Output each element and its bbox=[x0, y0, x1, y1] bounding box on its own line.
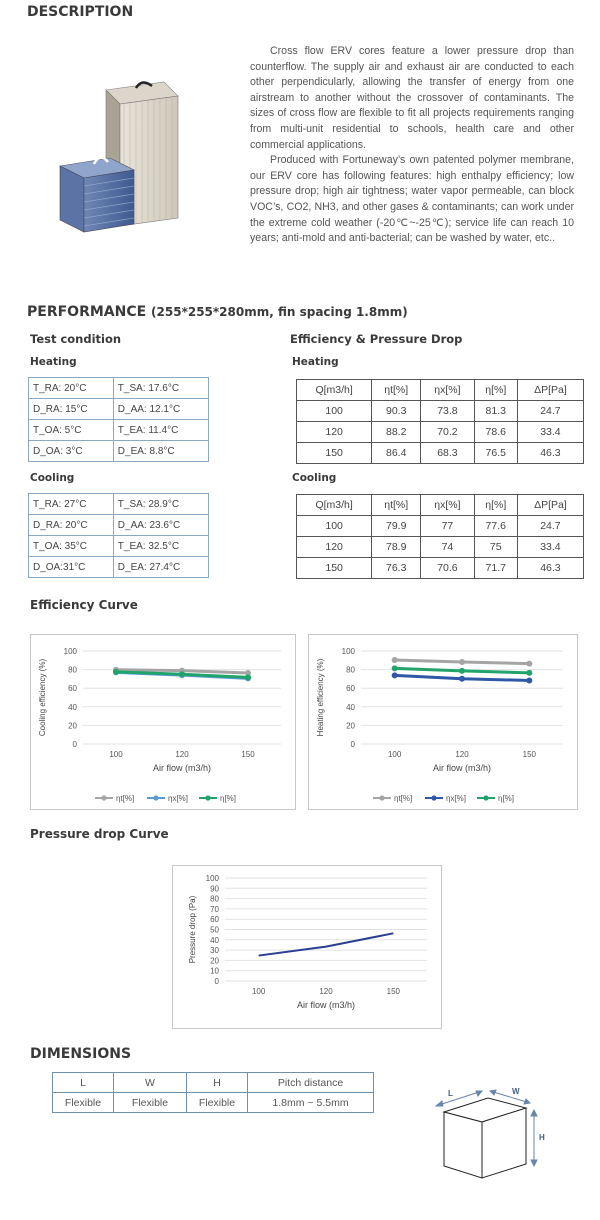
table-cell: 81.3 bbox=[474, 401, 517, 422]
table-header: Q[m3/h] bbox=[297, 495, 372, 516]
table-cell: D_AA: 12.1°C bbox=[113, 399, 208, 420]
x-tick-label: 120 bbox=[319, 987, 333, 996]
table-row bbox=[29, 536, 209, 557]
table-cell: T_OA: 35°C bbox=[29, 536, 114, 557]
table-header: ηx[%] bbox=[421, 380, 474, 401]
table-cell: 88.2 bbox=[372, 422, 421, 443]
table-cell: T_SA: 17.6°C bbox=[113, 378, 208, 399]
dimensions-table bbox=[52, 1072, 374, 1113]
table-header: H bbox=[187, 1073, 248, 1093]
heating-label-right: Heating bbox=[292, 356, 339, 368]
cooling-efficiency-chart bbox=[31, 635, 295, 809]
heating-efficiency-chart-frame bbox=[308, 634, 578, 810]
data-point bbox=[113, 669, 119, 675]
x-tick-label: 120 bbox=[175, 750, 189, 759]
table-cell: 79.9 bbox=[372, 516, 421, 537]
y-tick-label: 20 bbox=[68, 721, 77, 731]
x-tick-label: 150 bbox=[386, 987, 401, 996]
table-cell: 71.7 bbox=[474, 558, 517, 579]
table-cell: Flexible bbox=[114, 1093, 187, 1113]
table-cell: D_RA: 15°C bbox=[29, 399, 114, 420]
table-cell: T_OA: 5°C bbox=[29, 420, 114, 441]
table-cell: 120 bbox=[297, 537, 372, 558]
table-cell: 33.4 bbox=[517, 537, 583, 558]
table-cell: 100 bbox=[297, 401, 372, 422]
y-tick-label: 80 bbox=[68, 665, 77, 675]
y-axis-label: Cooling efficiency (%) bbox=[38, 658, 47, 737]
table-header: L bbox=[53, 1073, 114, 1093]
table-row bbox=[297, 537, 584, 558]
legend-swatch-marker bbox=[483, 795, 488, 800]
x-tick-label: 150 bbox=[522, 750, 537, 759]
y-tick-label: 60 bbox=[346, 684, 355, 694]
table-cell: 78.9 bbox=[372, 537, 421, 558]
table-row bbox=[29, 441, 209, 462]
table-cell: Flexible bbox=[53, 1093, 114, 1113]
legend-label: ηt[%] bbox=[116, 794, 135, 803]
legend-swatch-marker bbox=[153, 795, 158, 800]
table-header: ΔP[Pa] bbox=[517, 380, 583, 401]
x-tick-label: 100 bbox=[109, 750, 123, 759]
label-l: L bbox=[448, 1089, 453, 1098]
table-cell: 74 bbox=[421, 537, 474, 558]
cooling-efficiency-table bbox=[296, 494, 584, 579]
y-tick-label: 90 bbox=[210, 884, 219, 894]
table-cell: 86.4 bbox=[372, 443, 421, 464]
heating-efficiency-table bbox=[296, 379, 584, 464]
table-cell: T_EA: 32.5°C bbox=[113, 536, 208, 557]
data-point bbox=[459, 659, 465, 665]
table-header: η[%] bbox=[474, 495, 517, 516]
y-tick-label: 80 bbox=[346, 665, 355, 675]
table-cell: 77.6 bbox=[474, 516, 517, 537]
table-cell: 77 bbox=[421, 516, 474, 537]
y-tick-label: 70 bbox=[210, 904, 219, 914]
table-cell: D_RA: 20°C bbox=[29, 515, 114, 536]
table-cell: D_OA:31°C bbox=[29, 557, 114, 578]
cooling-efficiency-chart-frame bbox=[30, 634, 296, 810]
table-cell: T_SA: 28.9°C bbox=[113, 494, 208, 515]
y-tick-label: 100 bbox=[341, 647, 355, 656]
data-point bbox=[245, 674, 251, 680]
legend-label: ηx[%] bbox=[446, 794, 467, 803]
test-condition-title: Test condition bbox=[30, 332, 122, 346]
legend-label: ηx[%] bbox=[168, 794, 189, 803]
legend-label: ηt[%] bbox=[394, 794, 413, 803]
legend-swatch-marker bbox=[101, 795, 106, 800]
description-text bbox=[250, 44, 574, 247]
performance-heading bbox=[27, 304, 408, 320]
table-row bbox=[297, 422, 584, 443]
x-axis-label: Air flow (m3/h) bbox=[296, 1000, 356, 1010]
table-cell: D_OA: 3°C bbox=[29, 441, 114, 462]
x-tick-label: 100 bbox=[251, 987, 266, 996]
y-tick-label: 80 bbox=[210, 894, 219, 904]
y-tick-label: 20 bbox=[346, 721, 355, 731]
data-point bbox=[392, 657, 398, 663]
y-tick-label: 100 bbox=[205, 874, 219, 883]
y-tick-label: 10 bbox=[210, 966, 219, 976]
y-tick-label: 40 bbox=[68, 702, 77, 712]
y-tick-label: 40 bbox=[210, 935, 219, 945]
efficiency-curve-title: Efficiency Curve bbox=[30, 598, 138, 612]
y-tick-label: 40 bbox=[346, 702, 355, 712]
legend-label: η[%] bbox=[498, 794, 515, 803]
y-tick-label: 30 bbox=[210, 946, 219, 956]
table-cell: 46.3 bbox=[517, 558, 583, 579]
y-tick-label: 100 bbox=[63, 647, 77, 656]
table-header: ηt[%] bbox=[372, 380, 421, 401]
description-title: DESCRIPTION bbox=[27, 4, 134, 20]
performance-title: PERFORMANCE bbox=[27, 304, 147, 320]
data-point bbox=[179, 671, 185, 677]
table-cell: 150 bbox=[297, 558, 372, 579]
table-header: Q[m3/h] bbox=[297, 380, 372, 401]
data-point bbox=[392, 672, 398, 678]
label-h: H bbox=[539, 1133, 545, 1142]
efficiency-title: Efficiency & Pressure Drop bbox=[290, 332, 463, 346]
description-paragraph-2: Produced with Fortuneway’s own patented polymer membrane, our ERV core has following features: high enthalpy efficiency; low pressure drop; high air tightness; water vapor permeable, can block VOC’s, CO2, NH3, and other gases & contaminants; can work under the extreme cold weather (-20℃~-25℃); service life can reach 10 years; anti-mold and anti-bacterial; can be washed by water, etc.. bbox=[250, 154, 574, 245]
y-axis-label: Heating efficiency (%) bbox=[316, 658, 325, 737]
table-header: ηt[%] bbox=[372, 495, 421, 516]
table-cell: 68.3 bbox=[421, 443, 474, 464]
table-cell: T_RA: 27°C bbox=[29, 494, 114, 515]
cooling-label-right: Cooling bbox=[292, 472, 337, 484]
cooling-label-left: Cooling bbox=[30, 472, 75, 484]
legend-label: η[%] bbox=[220, 794, 237, 803]
table-cell: 70.6 bbox=[421, 558, 474, 579]
erv-core-product-image bbox=[56, 78, 216, 240]
table-cell: 78.6 bbox=[474, 422, 517, 443]
table-row bbox=[297, 558, 584, 579]
heating-efficiency-chart bbox=[309, 635, 577, 809]
table-cell: 150 bbox=[297, 443, 372, 464]
table-cell: T_EA: 11.4°C bbox=[113, 420, 208, 441]
table-header: ηx[%] bbox=[421, 495, 474, 516]
legend-swatch-marker bbox=[379, 795, 384, 800]
table-cell: 24.7 bbox=[517, 516, 583, 537]
data-point bbox=[526, 670, 532, 676]
data-point bbox=[526, 661, 532, 667]
table-header: η[%] bbox=[474, 380, 517, 401]
table-cell: Flexible bbox=[187, 1093, 248, 1113]
table-row bbox=[53, 1093, 374, 1113]
table-row bbox=[29, 420, 209, 441]
heating-conditions-table bbox=[28, 377, 209, 462]
table-header-row bbox=[297, 495, 584, 516]
table-cell: 100 bbox=[297, 516, 372, 537]
data-point bbox=[459, 676, 465, 682]
y-tick-label: 20 bbox=[210, 956, 219, 966]
table-cell: 24.7 bbox=[517, 401, 583, 422]
pressure-drop-chart bbox=[173, 866, 441, 1028]
table-cell: T_RA: 20°C bbox=[29, 378, 114, 399]
data-point bbox=[459, 668, 465, 674]
table-cell: 76.5 bbox=[474, 443, 517, 464]
dimensions-title: DIMENSIONS bbox=[30, 1046, 132, 1062]
table-cell: D_EA: 27.4°C bbox=[113, 557, 208, 578]
table-row bbox=[29, 494, 209, 515]
table-row bbox=[29, 399, 209, 420]
series-line bbox=[259, 933, 394, 955]
table-cell: D_EA: 8.8°C bbox=[113, 441, 208, 462]
table-row bbox=[297, 516, 584, 537]
table-cell: 73.8 bbox=[421, 401, 474, 422]
y-tick-label: 60 bbox=[210, 915, 219, 925]
table-row bbox=[297, 401, 584, 422]
table-cell: 46.3 bbox=[517, 443, 583, 464]
table-row bbox=[29, 557, 209, 578]
data-point bbox=[392, 665, 398, 671]
heating-label-left: Heating bbox=[30, 356, 77, 368]
x-tick-label: 150 bbox=[241, 750, 255, 759]
y-tick-label: 0 bbox=[214, 977, 219, 986]
table-cell: 90.3 bbox=[372, 401, 421, 422]
pressure-curve-title: Pressure drop Curve bbox=[30, 827, 169, 841]
pressure-drop-chart-frame bbox=[172, 865, 442, 1029]
x-tick-label: 100 bbox=[387, 750, 402, 759]
table-header-row bbox=[297, 380, 584, 401]
label-w: W bbox=[512, 1087, 520, 1096]
table-cell: 75 bbox=[474, 537, 517, 558]
performance-subtitle: (255*255*280mm, fin spacing 1.8mm) bbox=[151, 305, 408, 319]
legend-swatch-marker bbox=[431, 795, 436, 800]
y-tick-label: 60 bbox=[68, 684, 77, 694]
table-header-row bbox=[53, 1073, 374, 1093]
table-header: W bbox=[114, 1073, 187, 1093]
table-cell: D_AA: 23.6°C bbox=[113, 515, 208, 536]
table-cell: 33.4 bbox=[517, 422, 583, 443]
y-tick-label: 0 bbox=[72, 740, 77, 749]
legend-swatch-marker bbox=[205, 795, 210, 800]
cube-dimension-diagram bbox=[426, 1078, 566, 1188]
table-cell: 76.3 bbox=[372, 558, 421, 579]
table-row bbox=[29, 378, 209, 399]
description-paragraph-1: Cross flow ERV cores feature a lower pressure drop than counterflow. The supply air and exhaust air are conducted to each other perpendicularly, allowing the transfer of energy from one airstream to another without the crossover of contaminants. The sizes of cross flow are flexible to fit all projects requirements ranging from multi-unit residential to schools, health care and other commercial applications. bbox=[250, 45, 574, 151]
cooling-conditions-table bbox=[28, 493, 209, 578]
table-cell: 1.8mm ~ 5.5mm bbox=[248, 1093, 374, 1113]
x-axis-label: Air flow (m3/h) bbox=[432, 763, 492, 773]
x-axis-label: Air flow (m3/h) bbox=[152, 763, 212, 773]
y-tick-label: 0 bbox=[350, 740, 355, 749]
y-axis-label: Pressure drop (Pa) bbox=[188, 895, 197, 964]
table-header: ΔP[Pa] bbox=[517, 495, 583, 516]
y-tick-label: 50 bbox=[210, 925, 219, 935]
data-point bbox=[526, 677, 532, 683]
table-header: Pitch distance bbox=[248, 1073, 374, 1093]
table-cell: 70.2 bbox=[421, 422, 474, 443]
table-row bbox=[297, 443, 584, 464]
table-cell: 120 bbox=[297, 422, 372, 443]
table-row bbox=[29, 515, 209, 536]
x-tick-label: 120 bbox=[455, 750, 469, 759]
